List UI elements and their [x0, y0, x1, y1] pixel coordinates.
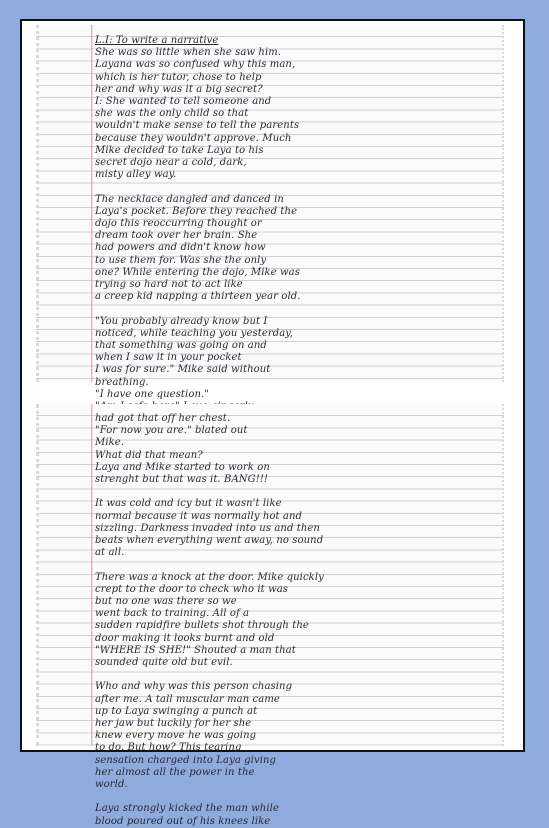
- text-line: The necklace dangled and danced in: [95, 193, 284, 205]
- blank-line: [95, 303, 496, 315]
- text-line: trying so hard not to act like: [95, 279, 243, 291]
- text-line: What did that mean?: [95, 449, 203, 461]
- text-line: Mike decided to take Laya to his: [95, 144, 264, 156]
- text-line: that something was going on and: [95, 340, 267, 352]
- text-line: her jaw but luckily for her she: [95, 718, 252, 730]
- text-line: dream took over her brain. She: [95, 230, 258, 242]
- text-line: had powers and didn't know how: [95, 242, 266, 254]
- text-line: but no one was there so we: [95, 596, 237, 608]
- text-line: dojo this reoccurring thought or: [95, 218, 262, 230]
- text-line: world.: [95, 779, 128, 791]
- text-line: when I saw it in your pocket: [95, 352, 242, 364]
- text-line: "I have one question.": [95, 388, 209, 400]
- text-line: blood poured out of his knees like: [95, 815, 271, 827]
- text-line: crept to the door to check who it was: [95, 583, 289, 595]
- text-line: I was for sure." Mike said without: [95, 364, 271, 376]
- text-line: breathing.: [95, 376, 149, 388]
- text-line: I: She wanted to tell someone and: [95, 96, 272, 108]
- handwritten-text-top: [95, 35, 496, 413]
- text-line: Layana was so confused why this man,: [95, 59, 296, 71]
- text-line: "WHERE IS SHE!" Shouted a man that: [95, 644, 296, 656]
- text-line: went back to training. All of a: [95, 608, 250, 620]
- text-line: misty alley way.: [95, 169, 177, 181]
- text-line: noticed, while teaching you yesterday,: [95, 327, 293, 339]
- text-line: which is her tutor, chose to help: [95, 71, 262, 83]
- text-line: her almost all the power in the: [95, 766, 255, 778]
- text-line: normal because it was normally hot and: [95, 510, 303, 522]
- text-line: sounded quite old but evil.: [95, 657, 233, 669]
- text-line: "For now you are." blated out: [95, 425, 248, 437]
- text-line: sudden rapidfire bullets shot through the: [95, 620, 309, 632]
- text-line: Who and why was this person chasing: [95, 681, 293, 693]
- text-line: door making it looks burnt and old: [95, 632, 275, 644]
- text-line: had got that off her chest.: [95, 413, 231, 424]
- text-line: after me. A tall muscular man came: [95, 693, 280, 705]
- text-line: sensation charged into Laya giving: [95, 754, 277, 766]
- blank-line: [95, 486, 496, 498]
- text-line: at all.: [95, 547, 125, 559]
- text-line: Laya strongly kicked the man while: [95, 803, 279, 815]
- text-line: It was cold and icy but it wasn't like: [95, 498, 282, 510]
- blank-line: [95, 791, 496, 803]
- text-line: a creep kid napping a thirteen year old.: [95, 291, 301, 303]
- text-line: to do. But how? This tearing: [95, 742, 242, 754]
- text-line: knew every move he was going: [95, 730, 257, 742]
- text-line: up to Laya swinging a punch at: [95, 705, 258, 717]
- text-line: Mike.: [95, 437, 125, 449]
- blank-line: [95, 559, 496, 571]
- notebook-page-bottom: [36, 404, 504, 827]
- handwritten-text-bottom: [95, 413, 496, 828]
- blank-line: [95, 181, 496, 193]
- notebook-page-top: [36, 25, 504, 400]
- text-line: She was so little when she saw him.: [95, 47, 282, 59]
- text-line: wouldn't make sense to tell the parents: [95, 120, 300, 132]
- text-line: secret dojo near a cold, dark,: [95, 157, 247, 169]
- text-line: beats when everything went away, no sound: [95, 535, 324, 547]
- text-line: she was the only child so that: [95, 108, 249, 120]
- text-line: because they wouldn't approve. Much: [95, 132, 292, 144]
- text-line: "You probably already know but I: [95, 315, 268, 327]
- text-line: sizzling. Darkness invaded into us and then: [95, 522, 320, 534]
- text-line: one? While entering the dojo, Mike was: [95, 266, 300, 278]
- learning-intention-title: L.I: To write a narrative: [95, 35, 219, 46]
- text-line: strenght but that was it. BANG!!!: [95, 474, 269, 486]
- text-line: Laya's pocket. Before they reached the: [95, 205, 298, 217]
- text-line: her and why was it a big secret?: [95, 83, 263, 95]
- text-line: Laya and Mike started to work on: [95, 461, 270, 473]
- text-line: There was a knock at the door. Mike quickly: [95, 571, 324, 583]
- text-line: to use them for. Was she the only: [95, 254, 267, 266]
- blank-line: [95, 669, 496, 681]
